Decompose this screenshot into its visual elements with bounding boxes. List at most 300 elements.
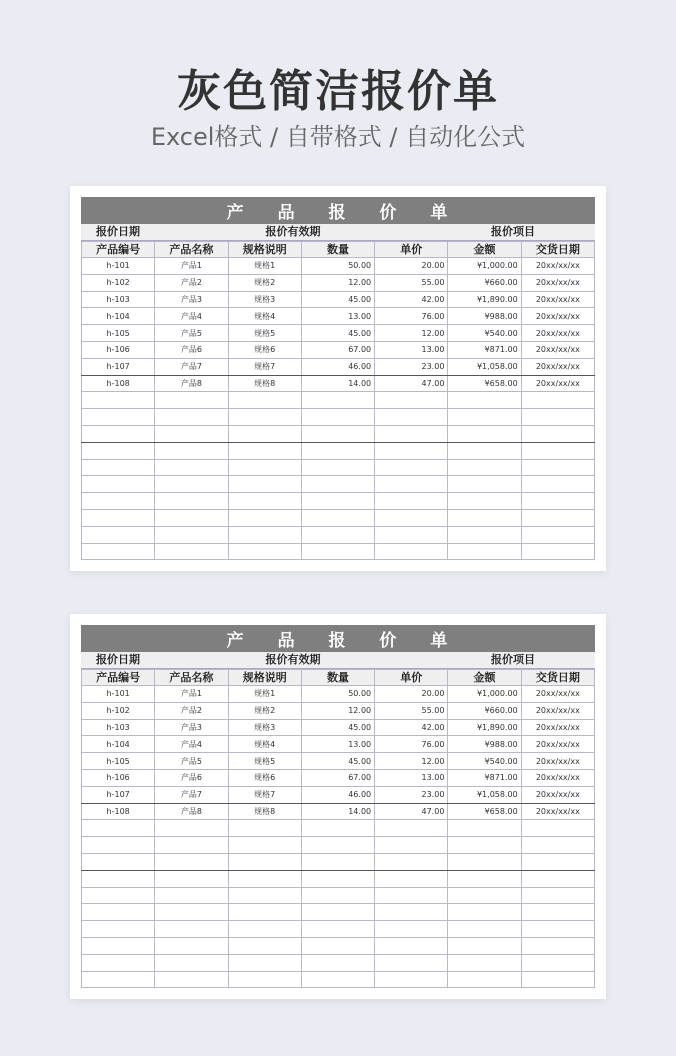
empty-cell[interactable] [375, 442, 448, 459]
empty-cell[interactable] [82, 509, 155, 526]
empty-cell[interactable] [82, 526, 155, 543]
table-cell[interactable]: 产品4 [155, 736, 228, 753]
empty-cell[interactable] [301, 971, 374, 988]
table-cell[interactable]: 14.00 [301, 375, 374, 392]
empty-row [82, 509, 595, 526]
empty-cell[interactable] [521, 870, 594, 887]
empty-cell[interactable] [521, 887, 594, 904]
column-header: 金额 [448, 242, 521, 258]
table-cell[interactable]: 产品8 [155, 375, 228, 392]
empty-cell[interactable] [228, 509, 301, 526]
empty-cell[interactable] [448, 459, 521, 476]
table-cell[interactable]: 20xx/xx/xx [521, 702, 594, 719]
empty-cell[interactable] [155, 870, 228, 887]
table-cell[interactable]: 13.00 [301, 736, 374, 753]
empty-cell[interactable] [155, 921, 228, 938]
table-row [82, 719, 595, 736]
table-cell[interactable]: ¥658.00 [448, 375, 521, 392]
table-cell[interactable]: 47.00 [375, 803, 448, 820]
quote-table [81, 241, 595, 560]
empty-cell[interactable] [228, 425, 301, 442]
table-cell[interactable]: 产品6 [155, 341, 228, 358]
empty-cell[interactable] [155, 476, 228, 493]
empty-cell[interactable] [82, 543, 155, 560]
table-cell[interactable]: ¥1,890.00 [448, 719, 521, 736]
empty-cell[interactable] [155, 543, 228, 560]
column-header: 单价 [375, 242, 448, 258]
empty-cell[interactable] [448, 543, 521, 560]
table-cell[interactable]: h-104 [82, 736, 155, 753]
table-row [82, 341, 595, 358]
table-cell[interactable]: h-106 [82, 769, 155, 786]
empty-cell[interactable] [82, 459, 155, 476]
empty-cell[interactable] [521, 837, 594, 854]
empty-cell[interactable] [228, 820, 301, 837]
empty-cell[interactable] [228, 392, 301, 409]
table-cell[interactable]: h-102 [82, 702, 155, 719]
quote-date-label: 报价日期 [96, 653, 140, 666]
table-cell[interactable]: ¥988.00 [448, 736, 521, 753]
table-row [82, 325, 595, 342]
table-cell[interactable]: 45.00 [301, 291, 374, 308]
table-cell[interactable]: h-101 [82, 258, 155, 275]
table-cell[interactable]: 规格5 [228, 325, 301, 342]
empty-cell[interactable] [301, 887, 374, 904]
table-row [82, 686, 595, 703]
table-cell[interactable]: 20xx/xx/xx [521, 803, 594, 820]
empty-cell[interactable] [301, 409, 374, 426]
empty-cell[interactable] [521, 543, 594, 560]
table-cell[interactable]: ¥540.00 [448, 753, 521, 770]
table-cell[interactable]: ¥871.00 [448, 769, 521, 786]
table-cell[interactable]: h-104 [82, 308, 155, 325]
table-cell[interactable]: 14.00 [301, 803, 374, 820]
empty-cell[interactable] [448, 476, 521, 493]
empty-cell[interactable] [82, 853, 155, 870]
table-cell[interactable]: 13.00 [301, 308, 374, 325]
empty-cell[interactable] [521, 526, 594, 543]
empty-cell[interactable] [375, 425, 448, 442]
empty-cell[interactable] [228, 921, 301, 938]
empty-row [82, 543, 595, 560]
table-cell[interactable]: 20xx/xx/xx [521, 274, 594, 291]
quote-item-label: 报价项目 [491, 225, 535, 238]
table-cell[interactable]: 50.00 [301, 258, 374, 275]
table-cell[interactable]: 规格1 [228, 258, 301, 275]
column-header: 交货日期 [521, 242, 594, 258]
empty-cell[interactable] [155, 904, 228, 921]
table-row [82, 291, 595, 308]
empty-cell[interactable] [448, 837, 521, 854]
empty-cell[interactable] [448, 954, 521, 971]
empty-cell[interactable] [301, 853, 374, 870]
table-cell[interactable]: ¥1,058.00 [448, 786, 521, 803]
table-cell[interactable]: 20xx/xx/xx [521, 375, 594, 392]
empty-cell[interactable] [375, 870, 448, 887]
info-row [81, 652, 595, 669]
empty-cell[interactable] [448, 442, 521, 459]
empty-cell[interactable] [82, 820, 155, 837]
empty-cell[interactable] [82, 392, 155, 409]
empty-cell[interactable] [521, 509, 594, 526]
empty-cell[interactable] [301, 837, 374, 854]
empty-cell[interactable] [375, 493, 448, 510]
empty-cell[interactable] [375, 526, 448, 543]
empty-row [82, 476, 595, 493]
table-cell[interactable]: 产品1 [155, 258, 228, 275]
empty-cell[interactable] [155, 459, 228, 476]
empty-cell[interactable] [82, 937, 155, 954]
empty-cell[interactable] [521, 937, 594, 954]
table-cell[interactable]: h-103 [82, 719, 155, 736]
sheet-banner: 产 品 报 价 单 [81, 197, 595, 224]
empty-cell[interactable] [375, 971, 448, 988]
table-cell[interactable]: 20xx/xx/xx [521, 786, 594, 803]
table-cell[interactable]: 45.00 [301, 719, 374, 736]
table-cell[interactable]: 12.00 [301, 702, 374, 719]
quote-table [81, 669, 595, 988]
table-cell[interactable]: ¥988.00 [448, 308, 521, 325]
info-row [81, 224, 595, 241]
empty-cell[interactable] [521, 954, 594, 971]
empty-cell[interactable] [375, 921, 448, 938]
empty-cell[interactable] [228, 493, 301, 510]
page-title: 灰色简洁报价单 [177, 66, 499, 117]
empty-cell[interactable] [155, 509, 228, 526]
table-cell[interactable]: h-108 [82, 803, 155, 820]
table-cell[interactable]: 规格5 [228, 753, 301, 770]
table-cell[interactable]: 规格6 [228, 769, 301, 786]
table-cell[interactable]: 50.00 [301, 686, 374, 703]
empty-cell[interactable] [448, 526, 521, 543]
empty-cell[interactable] [301, 476, 374, 493]
empty-cell[interactable] [375, 392, 448, 409]
empty-cell[interactable] [82, 870, 155, 887]
empty-cell[interactable] [448, 509, 521, 526]
table-cell[interactable]: 20xx/xx/xx [521, 358, 594, 375]
table-cell[interactable]: 20xx/xx/xx [521, 308, 594, 325]
empty-cell[interactable] [521, 476, 594, 493]
table-cell[interactable]: 产品5 [155, 753, 228, 770]
empty-cell[interactable] [155, 954, 228, 971]
table-cell[interactable]: 20xx/xx/xx [521, 325, 594, 342]
table-cell[interactable]: 55.00 [375, 274, 448, 291]
table-cell[interactable]: 12.00 [375, 325, 448, 342]
empty-cell[interactable] [301, 493, 374, 510]
table-cell[interactable]: h-106 [82, 341, 155, 358]
empty-cell[interactable] [301, 392, 374, 409]
table-cell[interactable]: 产品1 [155, 686, 228, 703]
empty-cell[interactable] [521, 971, 594, 988]
table-cell[interactable]: 67.00 [301, 769, 374, 786]
table-cell[interactable]: ¥1,000.00 [448, 258, 521, 275]
table-cell[interactable]: 20xx/xx/xx [521, 258, 594, 275]
empty-row [82, 425, 595, 442]
empty-cell[interactable] [448, 971, 521, 988]
header-row [82, 670, 595, 686]
table-cell[interactable]: 76.00 [375, 736, 448, 753]
empty-row [82, 870, 595, 887]
page-subtitle: Excel格式 / 自带格式 / 自动化公式 [150, 123, 526, 151]
empty-cell[interactable] [375, 837, 448, 854]
column-header: 金额 [448, 670, 521, 686]
table-cell[interactable]: 45.00 [301, 753, 374, 770]
empty-cell[interactable] [375, 904, 448, 921]
empty-cell[interactable] [82, 887, 155, 904]
empty-cell[interactable] [228, 476, 301, 493]
empty-row [82, 409, 595, 426]
table-cell[interactable]: 产品2 [155, 274, 228, 291]
empty-cell[interactable] [521, 820, 594, 837]
empty-cell[interactable] [448, 425, 521, 442]
table-row [82, 753, 595, 770]
empty-cell[interactable] [82, 425, 155, 442]
empty-cell[interactable] [82, 476, 155, 493]
empty-cell[interactable] [301, 820, 374, 837]
table-cell[interactable]: 76.00 [375, 308, 448, 325]
table-cell[interactable]: 产品5 [155, 325, 228, 342]
table-row [82, 358, 595, 375]
empty-row [82, 442, 595, 459]
table-cell[interactable]: h-103 [82, 291, 155, 308]
empty-cell[interactable] [521, 904, 594, 921]
table-cell[interactable]: 产品2 [155, 702, 228, 719]
empty-cell[interactable] [375, 543, 448, 560]
empty-cell[interactable] [301, 526, 374, 543]
table-cell[interactable]: ¥660.00 [448, 274, 521, 291]
empty-cell[interactable] [155, 526, 228, 543]
empty-cell[interactable] [448, 820, 521, 837]
empty-cell[interactable] [228, 904, 301, 921]
empty-cell[interactable] [301, 442, 374, 459]
empty-cell[interactable] [375, 887, 448, 904]
empty-cell[interactable] [228, 870, 301, 887]
empty-cell[interactable] [375, 509, 448, 526]
empty-row [82, 971, 595, 988]
table-cell[interactable]: 规格7 [228, 358, 301, 375]
table-cell[interactable]: 20xx/xx/xx [521, 291, 594, 308]
table-cell[interactable]: 规格4 [228, 308, 301, 325]
table-cell[interactable]: 20.00 [375, 686, 448, 703]
table-cell[interactable]: ¥1,000.00 [448, 686, 521, 703]
table-cell[interactable]: 12.00 [301, 274, 374, 291]
empty-cell[interactable] [155, 937, 228, 954]
empty-cell[interactable] [375, 853, 448, 870]
empty-cell[interactable] [521, 921, 594, 938]
table-cell[interactable]: 产品4 [155, 308, 228, 325]
empty-cell[interactable] [228, 971, 301, 988]
empty-cell[interactable] [301, 954, 374, 971]
table-cell[interactable]: h-107 [82, 786, 155, 803]
empty-cell[interactable] [375, 476, 448, 493]
empty-cell[interactable] [155, 425, 228, 442]
quote-date-label: 报价日期 [96, 225, 140, 238]
table-cell[interactable]: h-108 [82, 375, 155, 392]
table-cell[interactable]: h-107 [82, 358, 155, 375]
empty-cell[interactable] [155, 853, 228, 870]
table-cell[interactable]: 规格2 [228, 274, 301, 291]
table-cell[interactable]: 产品3 [155, 291, 228, 308]
empty-cell[interactable] [228, 937, 301, 954]
column-header: 产品编号 [82, 242, 155, 258]
table-row [82, 274, 595, 291]
column-header: 数量 [301, 242, 374, 258]
empty-cell[interactable] [301, 921, 374, 938]
empty-cell[interactable] [521, 425, 594, 442]
empty-cell[interactable] [228, 459, 301, 476]
empty-cell[interactable] [521, 493, 594, 510]
empty-cell[interactable] [521, 442, 594, 459]
empty-cell[interactable] [82, 921, 155, 938]
empty-cell[interactable] [301, 543, 374, 560]
quote-sheet-preview-2 [70, 614, 606, 999]
table-cell[interactable]: 产品7 [155, 358, 228, 375]
table-cell[interactable]: h-101 [82, 686, 155, 703]
table-cell[interactable]: 13.00 [375, 341, 448, 358]
empty-cell[interactable] [155, 392, 228, 409]
empty-cell[interactable] [155, 442, 228, 459]
empty-cell[interactable] [301, 937, 374, 954]
empty-cell[interactable] [448, 870, 521, 887]
table-cell[interactable]: 20xx/xx/xx [521, 341, 594, 358]
empty-cell[interactable] [375, 954, 448, 971]
empty-cell[interactable] [521, 409, 594, 426]
empty-cell[interactable] [82, 954, 155, 971]
table-cell[interactable]: 规格4 [228, 736, 301, 753]
empty-cell[interactable] [228, 954, 301, 971]
table-cell[interactable]: 规格8 [228, 375, 301, 392]
table-cell[interactable]: 23.00 [375, 358, 448, 375]
empty-cell[interactable] [375, 459, 448, 476]
table-cell[interactable]: 20xx/xx/xx [521, 736, 594, 753]
empty-cell[interactable] [301, 904, 374, 921]
table-cell[interactable]: 20xx/xx/xx [521, 719, 594, 736]
empty-cell[interactable] [448, 392, 521, 409]
empty-cell[interactable] [228, 853, 301, 870]
empty-cell[interactable] [448, 493, 521, 510]
empty-cell[interactable] [301, 509, 374, 526]
empty-cell[interactable] [228, 887, 301, 904]
table-cell[interactable]: 55.00 [375, 702, 448, 719]
table-cell[interactable]: 20xx/xx/xx [521, 753, 594, 770]
empty-cell[interactable] [228, 409, 301, 426]
table-body [82, 258, 595, 560]
table-cell[interactable]: ¥540.00 [448, 325, 521, 342]
empty-cell[interactable] [301, 425, 374, 442]
table-cell[interactable]: 20xx/xx/xx [521, 686, 594, 703]
table-cell[interactable]: h-105 [82, 325, 155, 342]
empty-cell[interactable] [448, 904, 521, 921]
empty-cell[interactable] [155, 971, 228, 988]
empty-cell[interactable] [448, 937, 521, 954]
table-cell[interactable]: 20.00 [375, 258, 448, 275]
column-header: 规格说明 [228, 670, 301, 686]
empty-cell[interactable] [375, 937, 448, 954]
table-cell[interactable]: 42.00 [375, 291, 448, 308]
table-cell[interactable]: 产品3 [155, 719, 228, 736]
empty-cell[interactable] [301, 459, 374, 476]
table-cell[interactable]: 23.00 [375, 786, 448, 803]
valid-period-label: 报价有效期 [265, 225, 321, 238]
table-cell[interactable]: ¥871.00 [448, 341, 521, 358]
sheet-banner: 产 品 报 价 单 [81, 625, 595, 652]
table-cell[interactable]: 产品7 [155, 786, 228, 803]
table-cell[interactable]: 规格2 [228, 702, 301, 719]
empty-row [82, 904, 595, 921]
table-row [82, 786, 595, 803]
table-cell[interactable]: 47.00 [375, 375, 448, 392]
table-cell[interactable]: 规格7 [228, 786, 301, 803]
table-cell[interactable]: 13.00 [375, 769, 448, 786]
table-cell[interactable]: 46.00 [301, 358, 374, 375]
table-row [82, 308, 595, 325]
empty-cell[interactable] [448, 887, 521, 904]
empty-cell[interactable] [155, 887, 228, 904]
table-cell[interactable]: 产品6 [155, 769, 228, 786]
table-cell[interactable]: 产品8 [155, 803, 228, 820]
table-cell[interactable]: 45.00 [301, 325, 374, 342]
table-cell[interactable]: ¥1,058.00 [448, 358, 521, 375]
table-cell[interactable]: h-102 [82, 274, 155, 291]
table-cell[interactable]: h-105 [82, 753, 155, 770]
empty-cell[interactable] [82, 837, 155, 854]
column-header: 产品编号 [82, 670, 155, 686]
empty-cell[interactable] [448, 853, 521, 870]
empty-cell[interactable] [82, 971, 155, 988]
empty-row [82, 887, 595, 904]
empty-cell[interactable] [375, 409, 448, 426]
empty-cell[interactable] [448, 921, 521, 938]
empty-cell[interactable] [521, 459, 594, 476]
table-cell[interactable]: ¥658.00 [448, 803, 521, 820]
empty-cell[interactable] [228, 837, 301, 854]
empty-cell[interactable] [82, 904, 155, 921]
empty-cell[interactable] [375, 820, 448, 837]
empty-cell[interactable] [82, 493, 155, 510]
empty-cell[interactable] [228, 543, 301, 560]
table-cell[interactable]: ¥660.00 [448, 702, 521, 719]
empty-cell[interactable] [82, 442, 155, 459]
quote-grid [81, 625, 595, 988]
empty-cell[interactable] [155, 837, 228, 854]
empty-cell[interactable] [301, 870, 374, 887]
quote-sheet-preview-1 [70, 186, 606, 571]
empty-cell[interactable] [228, 442, 301, 459]
table-row [82, 258, 595, 275]
table-cell[interactable]: 12.00 [375, 753, 448, 770]
empty-cell[interactable] [155, 820, 228, 837]
table-cell[interactable]: 规格1 [228, 686, 301, 703]
table-cell[interactable]: 67.00 [301, 341, 374, 358]
empty-cell[interactable] [521, 392, 594, 409]
column-header: 产品名称 [155, 242, 228, 258]
empty-cell[interactable] [448, 409, 521, 426]
table-cell[interactable]: 规格3 [228, 291, 301, 308]
table-cell[interactable]: ¥1,890.00 [448, 291, 521, 308]
empty-cell[interactable] [155, 493, 228, 510]
table-cell[interactable]: 42.00 [375, 719, 448, 736]
empty-cell[interactable] [521, 853, 594, 870]
empty-cell[interactable] [82, 409, 155, 426]
empty-cell[interactable] [228, 526, 301, 543]
table-cell[interactable]: 20xx/xx/xx [521, 769, 594, 786]
empty-cell[interactable] [155, 409, 228, 426]
table-cell[interactable]: 规格6 [228, 341, 301, 358]
table-cell[interactable]: 规格3 [228, 719, 301, 736]
table-cell[interactable]: 46.00 [301, 786, 374, 803]
valid-period-label: 报价有效期 [265, 653, 321, 666]
table-cell[interactable]: 规格8 [228, 803, 301, 820]
